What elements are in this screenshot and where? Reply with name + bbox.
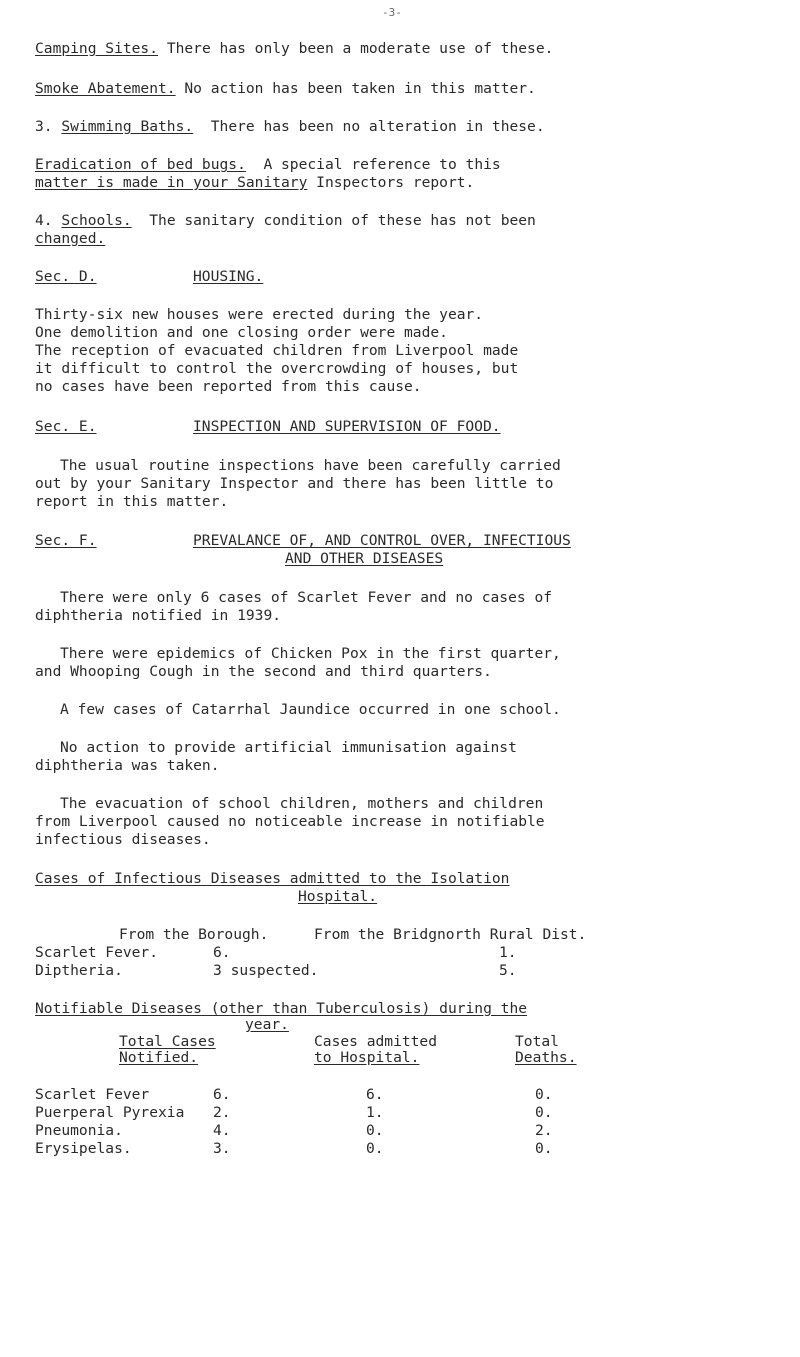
swimming-paragraph [35, 118, 545, 136]
notifiable-row-admitted: 0. [366, 1140, 384, 1157]
sec-f-title-1: PREVALANCE OF, AND CONTROL OVER, INFECTIOUS [193, 532, 571, 549]
notifiable-col-admitted: Cases admitted to Hospital. [314, 1033, 438, 1066]
infectious-line: diphtheria notified in 1939. [35, 607, 282, 624]
swimming-text: There has been no alteration in these. [210, 118, 545, 135]
notifiable-row-disease: Pneumonia. [35, 1122, 123, 1139]
notifiable-row-admitted: 0. [366, 1122, 384, 1139]
isolation-row-rural: 1. [499, 944, 517, 961]
notifiable-row-deaths: 0. [535, 1104, 553, 1121]
notifiable-heading-2: year. [245, 1016, 289, 1033]
food-line: The usual routine inspections have been carefully carried [60, 457, 561, 474]
smoke-text: No action has been taken in this matter. [184, 80, 536, 97]
infectious-line: The evacuation of school children, mothers and children [60, 795, 544, 812]
bedbugs-text-2-underlined: matter is made in your Sanitary [35, 174, 308, 191]
isolation-row-borough: 3 suspected. [213, 962, 319, 979]
notifiable-row-disease: Scarlet Fever [35, 1086, 150, 1103]
sec-d-label: Sec. D. [35, 268, 97, 285]
infectious-line: infectious diseases. [35, 831, 211, 848]
bedbugs-text-1: A special reference to this [263, 156, 501, 173]
isolation-heading-2: Hospital. [298, 888, 378, 905]
swimming-number: 3. [35, 118, 53, 135]
isolation-row-disease: Diptheria. [35, 962, 123, 979]
sec-d-title: HOUSING. [193, 268, 264, 285]
swimming-heading: Swimming Baths. [61, 118, 194, 135]
housing-line: The reception of evacuated children from Liverpool made [35, 342, 519, 359]
bedbugs-heading: Eradication of bed bugs. [35, 156, 246, 173]
page-number: -3- [382, 6, 402, 19]
schools-text-1: The sanitary condition of these has not been [149, 212, 536, 229]
sec-e-label: Sec. E. [35, 418, 97, 435]
notifiable-col-notified: Total Cases Notified. [119, 1033, 216, 1066]
isolation-heading-1: Cases of Infectious Diseases admitted to the Isolation [35, 870, 510, 887]
notifiable-row-deaths: 0. [535, 1140, 553, 1157]
food-line: out by your Sanitary Inspector and there has been little to [35, 475, 554, 492]
infectious-line: diphtheria was taken. [35, 757, 220, 774]
notifiable-row-deaths: 0. [535, 1086, 553, 1103]
camping-text: There has only been a moderate use of these. [166, 40, 554, 57]
infectious-line: A few cases of Catarrhal Jaundice occurred in one school. [60, 701, 561, 718]
notifiable-row-disease: Puerperal Pyrexia [35, 1104, 185, 1121]
infectious-line: and Whooping Cough in the second and third quarters. [35, 663, 492, 680]
sec-f-title-2: AND OTHER DISEASES [285, 550, 444, 567]
notifiable-row-admitted: 6. [366, 1086, 384, 1103]
infectious-line: There were epidemics of Chicken Pox in the first quarter, [60, 645, 561, 662]
schools-text-2: changed. [35, 230, 106, 247]
isolation-col-borough: From the Borough. [119, 926, 269, 943]
isolation-row-borough: 6. [213, 944, 231, 961]
smoke-heading: Smoke Abatement. [35, 80, 176, 97]
smoke-paragraph [35, 80, 536, 98]
infectious-line: There were only 6 cases of Scarlet Fever and no cases of [60, 589, 553, 606]
isolation-row-disease: Scarlet Fever. [35, 944, 159, 961]
food-line: report in this matter. [35, 493, 229, 510]
notifiable-row-deaths: 2. [535, 1122, 553, 1139]
notifiable-col-deaths: Total Deaths. [515, 1033, 577, 1066]
notifiable-row-disease: Erysipelas. [35, 1140, 132, 1157]
bedbugs-line-1 [35, 156, 501, 174]
notifiable-row-notified: 6. [213, 1086, 231, 1103]
notifiable-heading-1: Notifiable Diseases (other than Tuberculosis) during the [35, 1000, 528, 1017]
schools-line-1 [35, 212, 536, 230]
notifiable-row-notified: 2. [213, 1104, 231, 1121]
housing-line: Thirty-six new houses were erected during the year. [35, 306, 484, 323]
schools-heading: Schools. [61, 212, 132, 229]
camping-heading: Camping Sites. [35, 40, 159, 57]
housing-line: it difficult to control the overcrowding of houses, but [35, 360, 519, 377]
isolation-row-rural: 5. [499, 962, 517, 979]
notifiable-row-notified: 4. [213, 1122, 231, 1139]
housing-line: no cases have been reported from this cause. [35, 378, 422, 395]
housing-line: One demolition and one closing order were made. [35, 324, 448, 341]
bedbugs-text-2: Inspectors report. [316, 174, 475, 191]
sec-e-title: INSPECTION AND SUPERVISION OF FOOD. [193, 418, 501, 435]
notifiable-row-admitted: 1. [366, 1104, 384, 1121]
infectious-line: from Liverpool caused no noticeable increase in notifiable [35, 813, 545, 830]
notifiable-row-notified: 3. [213, 1140, 231, 1157]
infectious-line: No action to provide artificial immunisation against [60, 739, 517, 756]
sec-f-label: Sec. F. [35, 532, 97, 549]
schools-number: 4. [35, 212, 53, 229]
isolation-col-rural: From the Bridgnorth Rural Dist. [314, 926, 587, 943]
camping-paragraph [35, 40, 553, 58]
bedbugs-line-2 [35, 174, 474, 192]
